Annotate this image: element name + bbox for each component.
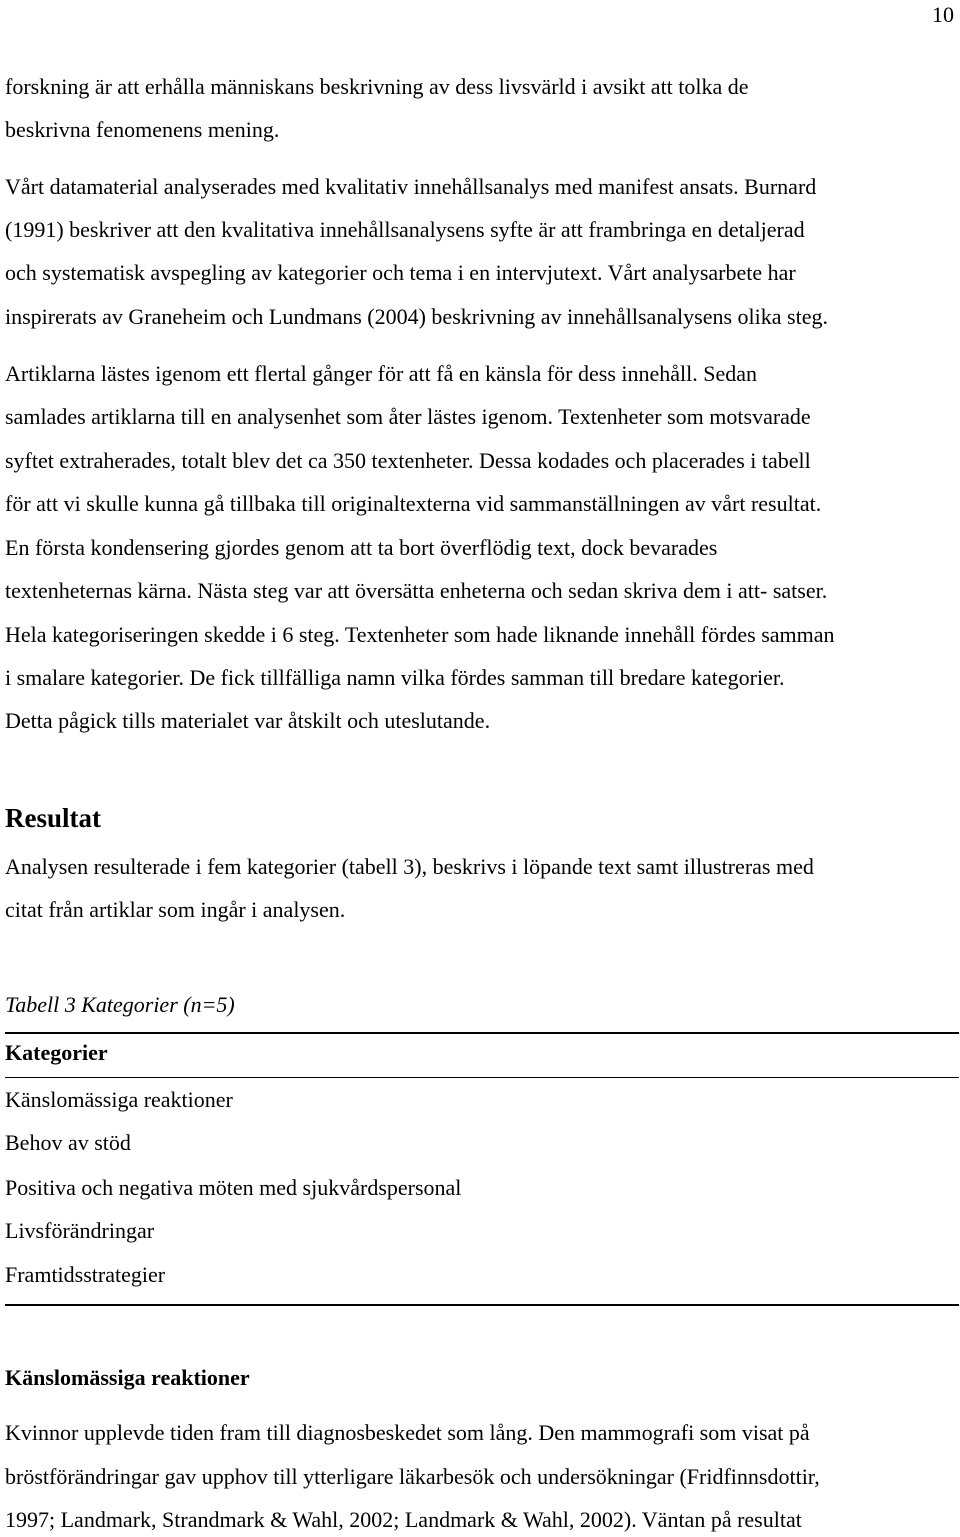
table-header: Kategorier (5, 1040, 108, 1065)
text-line: bröstförändringar gav upphov till ytterligare läkarbesök och undersökningar (Fridfinnsdottir, (5, 1464, 820, 1489)
table-row: Framtidsstrategier (5, 1262, 166, 1287)
text-line: textenheternas kärna. Nästa steg var att översätta enheterna och sedan skriva dem i att- satser. (5, 578, 828, 603)
table-header-rule (5, 1077, 959, 1078)
table-row: Känslomässiga reaktioner (5, 1087, 233, 1112)
text-line: och systematisk avspegling av kategorier och tema i en intervjutext. Vårt analysarbete har (5, 260, 796, 285)
text-line: Vårt datamaterial analyserades med kvalitativ innehållsanalys med manifest ansats. Burnard (5, 174, 817, 199)
text-line: inspirerats av Graneheim och Lundmans (2004) beskrivning av innehållsanalysens olika steg. (5, 304, 828, 329)
text-line: i smalare kategorier. De fick tillfälliga namn vilka fördes samman till bredare kategorier. (5, 665, 785, 690)
table-row: Behov av stöd (5, 1130, 131, 1155)
text-line: 1997; Landmark, Strandmark & Wahl, 2002; Landmark & Wahl, 2002). Väntan på resultat (5, 1507, 802, 1532)
text-line: syftet extraherades, totalt blev det ca 350 textenheter. Dessa kodades och placerades i tabell (5, 448, 811, 473)
table-row: Livsförändringar (5, 1218, 155, 1243)
text-line: Detta pågick tills materialet var åtskilt och uteslutande. (5, 708, 491, 733)
text-line: (1991) beskriver att den kvalitativa innehållsanalysens syfte är att frambringa en detaljerad (5, 217, 805, 242)
table-caption: Tabell 3 Kategorier (n=5) (5, 992, 235, 1017)
text-line: beskrivna fenomenens mening. (5, 117, 280, 142)
section-heading: Resultat (5, 803, 101, 833)
text-line: citat från artiklar som ingår i analysen. (5, 897, 346, 922)
page-number: 10 (932, 2, 954, 27)
text-line: Artiklarna lästes igenom ett flertal gånger för att få en känsla för dess innehåll. Sedan (5, 361, 758, 386)
table-top-rule (5, 1032, 959, 1034)
table-bottom-rule (5, 1304, 959, 1306)
text-line: för att vi skulle kunna gå tillbaka till originaltexterna vid sammanställningen av vårt resultat. (5, 491, 822, 516)
text-line: Analysen resulterade i fem kategorier (tabell 3), beskrivs i löpande text samt illustreras med (5, 854, 814, 879)
text-line: En första kondensering gjordes genom att ta bort överflödig text, dock bevarades (5, 535, 718, 560)
text-line: samlades artiklarna till en analysenhet som åter lästes igenom. Textenheter som motsvarade (5, 404, 811, 429)
table-row: Positiva och negativa möten med sjukvårdspersonal (5, 1175, 462, 1200)
text-line: forskning är att erhålla människans beskrivning av dess livsvärld i avsikt att tolka de (5, 74, 749, 99)
subsection-heading: Känslomässiga reaktioner (5, 1365, 250, 1390)
text-line: Hela kategoriseringen skedde i 6 steg. Textenheter som hade liknande innehåll fördes samman (5, 622, 835, 647)
text-line: Kvinnor upplevde tiden fram till diagnosbeskedet som lång. Den mammografi som visat på (5, 1420, 810, 1445)
